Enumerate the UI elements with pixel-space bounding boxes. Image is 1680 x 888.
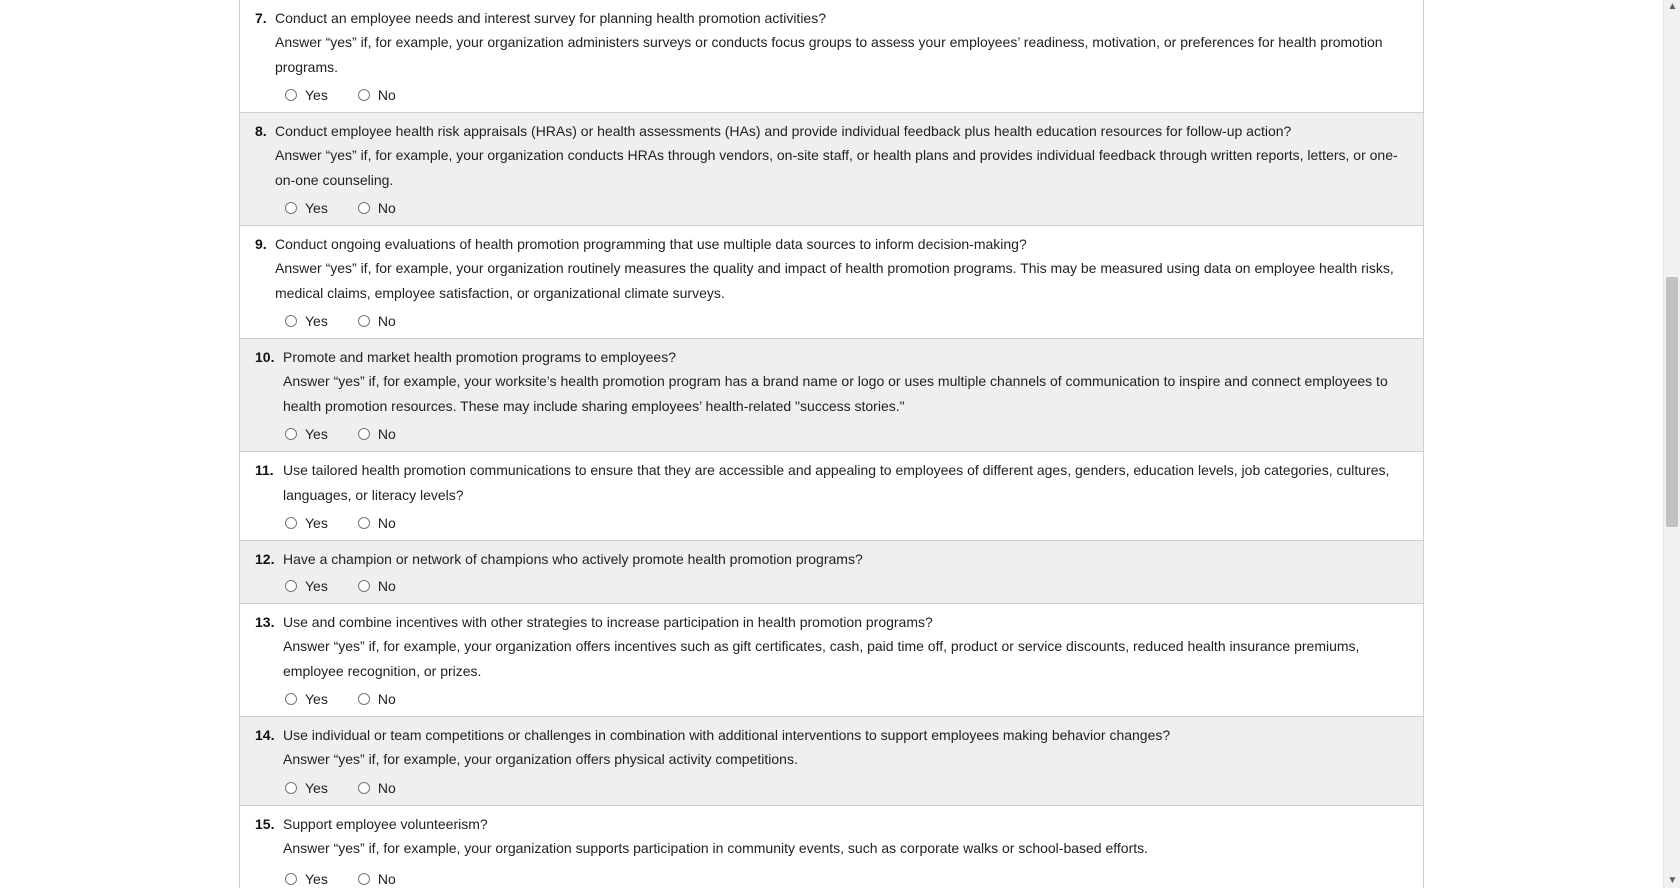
question-15 bbox=[240, 806, 1423, 888]
question-9 bbox=[240, 226, 1423, 339]
radio-circle-icon[interactable] bbox=[358, 693, 370, 705]
question-hint: Answer “yes” if, for example, your worksite’s health promotion program has a brand name or logo or uses multiple channels of communication to inspire and connect employees to health promotion resources. These may include sharing employees’ health-related "success stories." bbox=[283, 373, 1388, 414]
answer-options bbox=[285, 778, 426, 798]
question-body bbox=[283, 726, 1405, 772]
question-hint: Answer “yes” if, for example, your organization supports participation in community events, such as corporate walks or school-based efforts. bbox=[283, 840, 1149, 856]
answer-no-label: No bbox=[377, 87, 396, 103]
answer-no-label: No bbox=[377, 515, 396, 531]
answer-no-label: No bbox=[377, 313, 396, 329]
survey-panel bbox=[239, 0, 1424, 888]
answer-no[interactable] bbox=[358, 313, 396, 329]
answer-no[interactable] bbox=[358, 691, 396, 707]
question-text: Have a champion or network of champions who actively promote health promotion programs? bbox=[283, 551, 863, 567]
question-14 bbox=[240, 717, 1423, 806]
answer-no-label: No bbox=[377, 871, 396, 887]
answer-no[interactable] bbox=[358, 871, 396, 887]
answer-options bbox=[285, 311, 426, 331]
answer-no-label: No bbox=[377, 578, 396, 594]
answer-yes-label: Yes bbox=[305, 87, 328, 103]
answer-no[interactable] bbox=[358, 426, 396, 442]
answer-options bbox=[285, 689, 426, 709]
question-body bbox=[283, 348, 1405, 419]
answer-yes-label: Yes bbox=[305, 578, 328, 594]
radio-circle-icon[interactable] bbox=[285, 89, 297, 101]
radio-circle-icon[interactable] bbox=[358, 428, 370, 440]
question-number: 9. bbox=[255, 236, 267, 252]
question-hint: Answer “yes” if, for example, your organization offers incentives such as gift certificates, cash, paid time off, product or service discounts, reduced health insurance premiums, employee recognition, or prizes. bbox=[283, 638, 1360, 679]
radio-circle-icon[interactable] bbox=[358, 873, 370, 885]
answer-yes[interactable] bbox=[285, 313, 328, 329]
question-8 bbox=[240, 113, 1423, 226]
question-number: 14. bbox=[255, 727, 275, 743]
answer-no[interactable] bbox=[358, 578, 396, 594]
scrollbar-thumb[interactable] bbox=[1666, 277, 1678, 527]
radio-circle-icon[interactable] bbox=[358, 89, 370, 101]
answer-options bbox=[285, 576, 426, 596]
radio-circle-icon[interactable] bbox=[358, 202, 370, 214]
question-hint: Answer “yes” if, for example, your organization routinely measures the quality and impact of health promotion programs. This may be measured using data on employee health risks, medical claims, employee satisfaction, or organizational climate surveys. bbox=[275, 260, 1394, 301]
question-hint: Answer “yes” if, for example, your organization administers surveys or conducts focus groups to assess your employees’ readiness, motivation, or preferences for health promotion programs. bbox=[275, 34, 1383, 75]
answer-yes-label: Yes bbox=[305, 515, 328, 531]
question-body bbox=[275, 235, 1405, 306]
question-body bbox=[283, 550, 1405, 568]
answer-yes-label: Yes bbox=[305, 691, 328, 707]
answer-options bbox=[285, 424, 426, 444]
question-number: 13. bbox=[255, 614, 275, 630]
question-text: Conduct ongoing evaluations of health promotion programming that use multiple data sources to inform decision-making? bbox=[275, 236, 1027, 252]
answer-yes[interactable] bbox=[285, 426, 328, 442]
scroll-down-arrow-icon[interactable]: ▼ bbox=[1667, 875, 1678, 886]
answer-options bbox=[285, 85, 426, 105]
question-text: Promote and market health promotion programs to employees? bbox=[283, 349, 676, 365]
question-body bbox=[283, 613, 1405, 684]
radio-circle-icon[interactable] bbox=[358, 315, 370, 327]
answer-no-label: No bbox=[377, 691, 396, 707]
answer-yes[interactable] bbox=[285, 780, 328, 796]
question-text: Support employee volunteerism? bbox=[283, 816, 488, 832]
radio-circle-icon[interactable] bbox=[285, 517, 297, 529]
question-number: 8. bbox=[255, 123, 267, 139]
question-body bbox=[275, 122, 1405, 193]
radio-circle-icon[interactable] bbox=[285, 428, 297, 440]
question-number: 11. bbox=[255, 462, 274, 478]
question-12 bbox=[240, 541, 1423, 604]
question-body bbox=[283, 815, 1405, 861]
question-text: Use individual or team competitions or challenges in combination with additional interventions to support employees making behavior changes? bbox=[283, 727, 1171, 743]
radio-circle-icon[interactable] bbox=[285, 202, 297, 214]
question-7 bbox=[240, 0, 1423, 113]
radio-circle-icon[interactable] bbox=[285, 782, 297, 794]
answer-yes-label: Yes bbox=[305, 313, 328, 329]
answer-options bbox=[285, 198, 426, 218]
question-body bbox=[275, 9, 1405, 80]
answer-yes-label: Yes bbox=[305, 871, 328, 887]
answer-no[interactable] bbox=[358, 87, 396, 103]
question-11 bbox=[240, 452, 1423, 541]
question-text: Conduct an employee needs and interest survey for planning health promotion activities? bbox=[275, 10, 826, 26]
answer-no-label: No bbox=[377, 780, 396, 796]
radio-circle-icon[interactable] bbox=[285, 693, 297, 705]
question-text: Conduct employee health risk appraisals (HRAs) or health assessments (HAs) and provide individual feedback plus health education resources for follow-up action? bbox=[275, 123, 1292, 139]
answer-yes[interactable] bbox=[285, 200, 328, 216]
question-10 bbox=[240, 339, 1423, 452]
answer-no[interactable] bbox=[358, 515, 396, 531]
answer-options bbox=[285, 869, 426, 888]
answer-options bbox=[285, 513, 426, 533]
question-text: Use and combine incentives with other strategies to increase participation in health promotion programs? bbox=[283, 614, 933, 630]
answer-yes[interactable] bbox=[285, 691, 328, 707]
radio-circle-icon[interactable] bbox=[285, 873, 297, 885]
answer-no[interactable] bbox=[358, 200, 396, 216]
question-13 bbox=[240, 604, 1423, 717]
question-number: 10. bbox=[255, 349, 275, 365]
question-number: 12. bbox=[255, 551, 275, 567]
answer-no-label: No bbox=[377, 426, 396, 442]
answer-yes[interactable] bbox=[285, 87, 328, 103]
question-number: 7. bbox=[255, 10, 267, 26]
answer-yes-label: Yes bbox=[305, 426, 328, 442]
question-number: 15. bbox=[255, 816, 275, 832]
answer-yes-label: Yes bbox=[305, 200, 328, 216]
answer-yes[interactable] bbox=[285, 578, 328, 594]
answer-no[interactable] bbox=[358, 780, 396, 796]
question-body bbox=[283, 461, 1405, 508]
answer-yes[interactable] bbox=[285, 871, 328, 887]
radio-circle-icon[interactable] bbox=[358, 782, 370, 794]
scroll-up-arrow-icon[interactable]: ▲ bbox=[1667, 1, 1678, 12]
radio-circle-icon[interactable] bbox=[358, 580, 370, 592]
question-hint: Answer “yes” if, for example, your organization conducts HRAs through vendors, on-site staff, or health plans and provides individual feedback through written reports, letters, or one-on-one counseling. bbox=[275, 147, 1398, 188]
radio-circle-icon[interactable] bbox=[285, 315, 297, 327]
answer-yes[interactable] bbox=[285, 515, 328, 531]
question-text: Use tailored health promotion communications to ensure that they are accessible and appealing to employees of different ages, genders, education levels, job categories, cultures, languages, or literacy levels? bbox=[283, 462, 1390, 503]
question-hint: Answer “yes” if, for example, your organization offers physical activity competitions. bbox=[283, 751, 798, 767]
vertical-scrollbar[interactable] bbox=[1663, 0, 1680, 888]
answer-no-label: No bbox=[377, 200, 396, 216]
radio-circle-icon[interactable] bbox=[358, 517, 370, 529]
radio-circle-icon[interactable] bbox=[285, 580, 297, 592]
answer-yes-label: Yes bbox=[305, 780, 328, 796]
